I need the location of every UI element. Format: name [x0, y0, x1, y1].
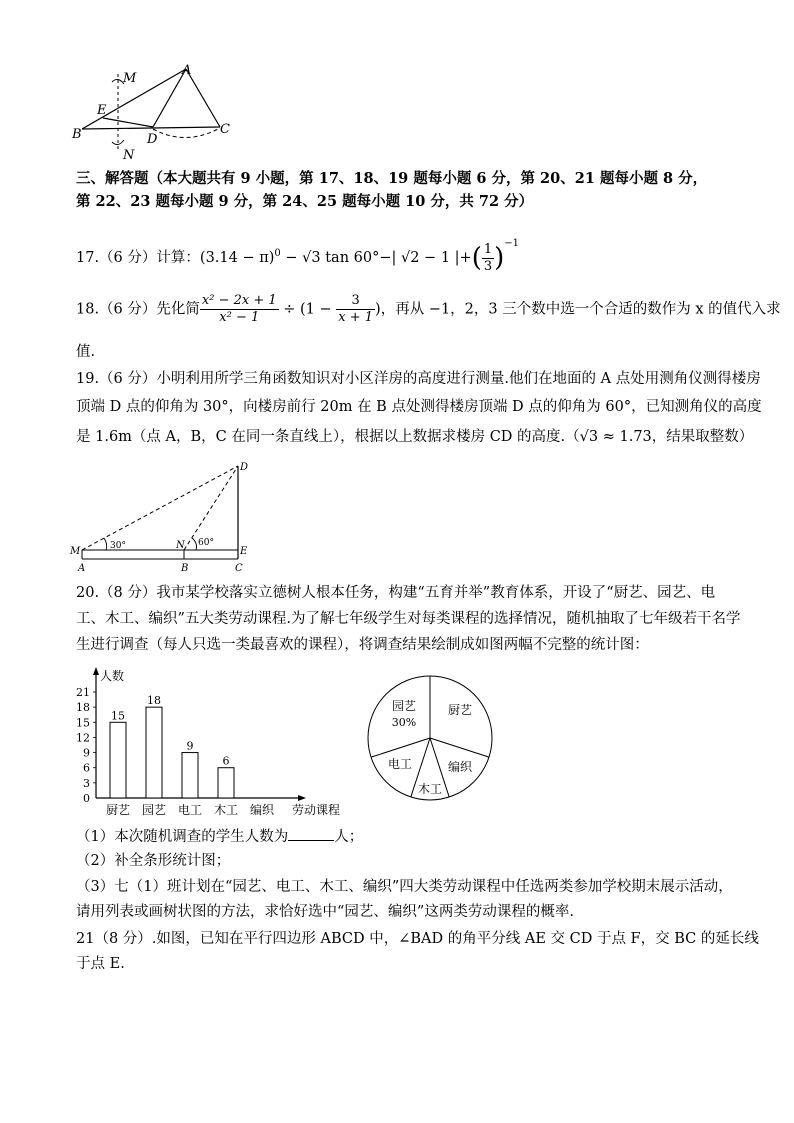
label-A: A: [182, 63, 192, 78]
slice-label: 电工: [387, 757, 413, 771]
q19-angle-30: 30°: [110, 541, 126, 551]
q17-expr-a: (3.14 − π): [199, 250, 275, 266]
slice-label: 木工: [417, 782, 443, 796]
bar-value-label: 15: [111, 709, 125, 723]
y-tick-label: 21: [76, 686, 90, 699]
q20-sub-1: [76, 826, 363, 848]
y-axis-arrow: [93, 667, 99, 675]
y-tick-label: 18: [76, 701, 90, 715]
label-M: M: [123, 71, 137, 86]
category-label: 电工: [177, 803, 203, 816]
top-geometry-figure: [60, 60, 250, 170]
q18-prefix: 18.（6 分）先化简: [76, 301, 200, 318]
q19-label-C: C: [235, 563, 243, 574]
slice-label: 编织: [447, 760, 473, 774]
bar: [110, 722, 126, 798]
label-D: D: [147, 132, 158, 147]
bar-chart: [72, 664, 362, 816]
bar-value-label: 18: [147, 694, 161, 708]
q18-fraction-2: $\frac{3}{x + 1}$: [338, 293, 374, 325]
y-tick-label: 9: [83, 746, 90, 760]
q17-prefix: 17.（6 分）计算：: [76, 250, 200, 266]
label-B: B: [72, 127, 82, 142]
q17-fraction: $\frac{1}{3}$: [483, 241, 493, 274]
label-E: E: [97, 103, 107, 118]
q21-line-2: 于点 E.: [76, 956, 125, 972]
q19-label-E: E: [240, 546, 248, 557]
q19-figure: [68, 458, 258, 576]
q19-label-D: D: [240, 462, 249, 473]
y-tick-label: 3: [83, 776, 90, 790]
q19-label-A: A: [78, 563, 86, 574]
category-label: 园艺: [141, 803, 167, 816]
q18-div: ÷ (1 −: [278, 301, 337, 318]
y-axis-label: 人数: [100, 669, 125, 683]
q19-label-M: M: [70, 546, 81, 557]
section-header-line-1: 三、解答题（本大题共有 9 小题，第 17、18、19 题每小题 6 分，第 20、21 题每小题 8 分，: [76, 170, 708, 187]
slice-percent-label: 30%: [391, 716, 417, 729]
q17-expr-b: − √3 tan 60°−| √2 − 1 |+: [280, 250, 472, 266]
category-label: 厨艺: [105, 803, 131, 816]
q20-sub1-text: （1）本次随机调查的学生人数为: [76, 829, 289, 845]
pie-chart: [364, 668, 504, 808]
bar-value-label: 9: [186, 739, 194, 753]
bar: [146, 707, 162, 798]
slice-label: 厨艺: [447, 703, 473, 717]
q19-line-2: 顶端 D 点的仰角为 30°，向楼房前行 20m 在 B 点处测得楼房顶端 D 点的仰角为 60°，已知测角仪的高度: [76, 399, 762, 415]
q20-sub-2: （2）补全条形统计图；: [76, 853, 231, 869]
y-tick-label: 0: [83, 792, 90, 805]
q18-fraction-1: $\frac{\text{x² − 2x + 1}}{\text{x² − 1}}$: [201, 293, 277, 325]
q19-angle-60: 60°: [198, 538, 214, 548]
section-header-line-2: 第 22、23 题每小题 9 分，第 24、25 题每小题 10 分，共 72 分）: [76, 193, 534, 210]
answer-blank[interactable]: [288, 826, 334, 841]
q20-line-2: 工、木工、编织”五大类劳动课程.为了解七年级学生对每类课程的选择情况，随机抽取了七年级若干名学: [76, 611, 741, 627]
q19-label-N: N: [176, 540, 185, 551]
q20-line-3: 生进行调查（每人只选一类最喜欢的课程），将调查结果绘制成如图两幅不完整的统计图：: [76, 637, 649, 653]
q18-suffix: )，再从 −1，2，3 三个数中选一个合适的数作为 x 的值代入求: [375, 301, 781, 318]
q19-line-3: 是 1.6m（点 A，B，C 在同一条直线上），根据以上数据求楼房 CD 的高度.（√3 ≈ 1.73，结果取整数）: [76, 429, 754, 445]
question-18: [76, 293, 781, 326]
bar-value-label: 6: [222, 754, 230, 768]
q21-line-1: 21（8 分）.如图，已知在平行四边形 ABCD 中，∠BAD 的角平分线 AE 交 CD 于点 F，交 BC 的延长线: [76, 931, 759, 947]
q17-exp-neg1: −1: [504, 238, 520, 249]
x-axis-label: 劳动课程: [291, 803, 341, 816]
category-label: 木工: [213, 803, 239, 816]
question-17: 17.（6 分）计算：$(3.14 - \pi)^0 - √3$ tan 60°−| √2 − 1 |+( $\frac{1}{3}$ )$^{-1}$: [76, 238, 520, 274]
category-label: 编织: [249, 803, 275, 816]
bar: [218, 768, 234, 798]
q18-line-2: 值.: [76, 344, 96, 360]
q20-sub1-suffix: 人；: [334, 829, 364, 845]
bar: [182, 753, 198, 798]
y-tick-label: 12: [76, 731, 90, 745]
label-C: C: [220, 122, 230, 137]
q19-line-1: 19.（6 分）小明利用所学三角函数知识对小区洋房的高度进行测量.他们在地面的 A 点处用测角仪测得楼房: [76, 371, 761, 387]
slice-label: 园艺: [391, 699, 417, 713]
q19-label-B: B: [181, 563, 189, 574]
q20-sub-3-line-1: （3）七（1）班计划在“园艺、电工、木工、编织”四大类劳动课程中任选两类参加学校期末展示活动，: [76, 879, 733, 895]
q20-sub-3-line-2: 请用列表或画树状图的方法，求恰好选中“园艺、编织”这两类劳动课程的概率.: [76, 904, 574, 920]
label-N: N: [123, 148, 135, 163]
y-tick-label: 6: [83, 761, 90, 775]
q20-line-1: 20.（8 分）我市某学校落实立德树人根本任务，构建“五育并举”教育体系，开设了“厨艺、园艺、电: [76, 585, 716, 601]
x-axis-arrow: [298, 795, 306, 801]
y-tick-label: 15: [76, 716, 90, 730]
q17-exp0: 0: [274, 248, 281, 260]
